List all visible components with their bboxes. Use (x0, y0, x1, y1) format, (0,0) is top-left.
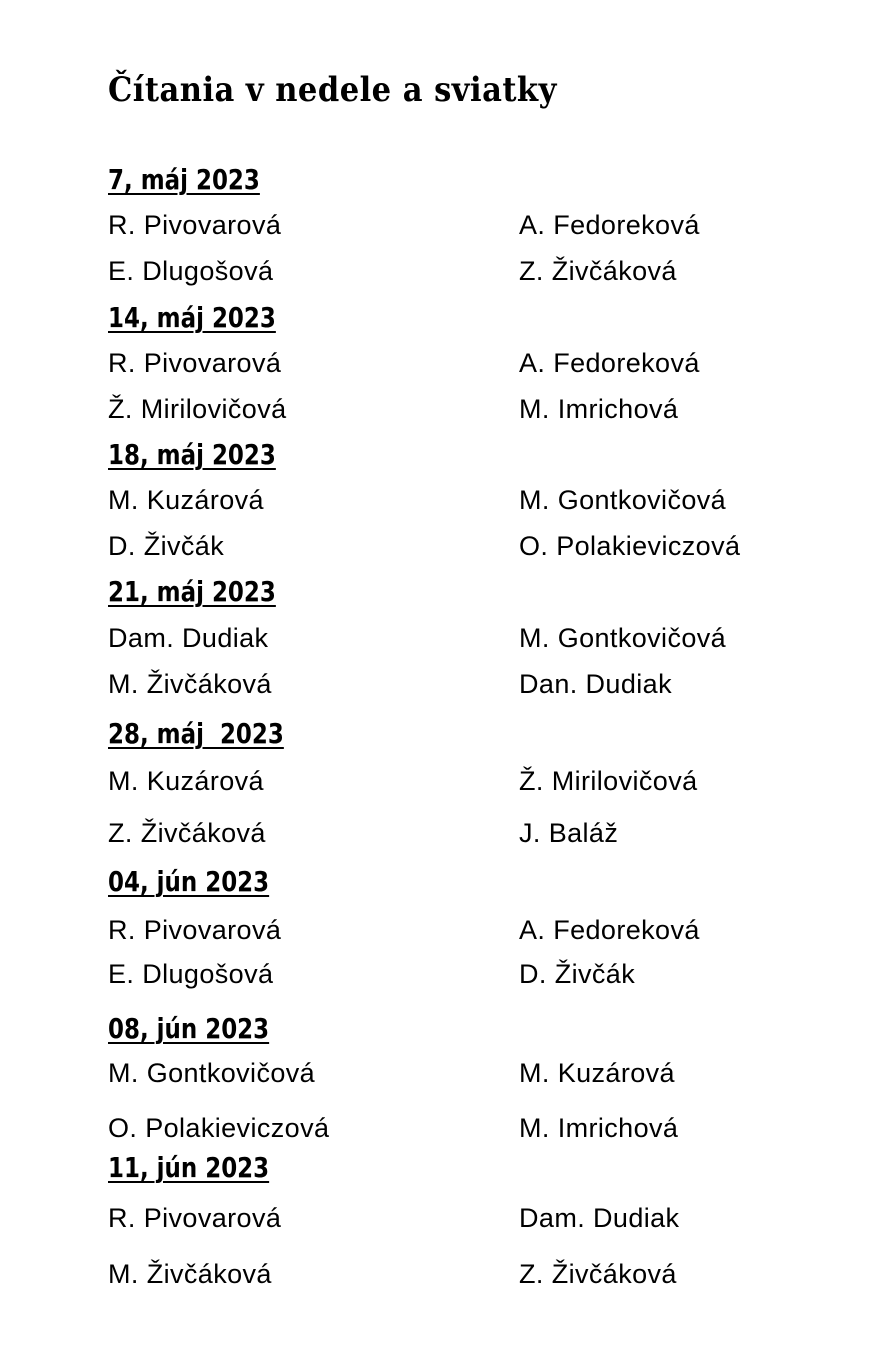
reader-name: A. Fedoreková (519, 210, 700, 240)
reader-name: M. Kuzárová (519, 1058, 675, 1088)
reader-name: R. Pivovarová (108, 1203, 282, 1233)
section-date: 7, máj 2023 (108, 163, 260, 196)
reader-name: Z. Živčáková (108, 818, 266, 848)
reader-name: M. Gontkovičová (108, 1058, 316, 1088)
reader-name: Dam. Dudiak (108, 623, 269, 653)
reader-name: M. Živčáková (108, 669, 272, 699)
section-date: 08, jún 2023 (108, 1012, 270, 1045)
reader-name: A. Fedoreková (519, 915, 700, 945)
section-date: 21, máj 2023 (108, 575, 276, 608)
section-date: 04, jún 2023 (108, 865, 270, 898)
reader-name: J. Baláž (519, 818, 619, 848)
reader-name: M. Kuzárová (108, 766, 264, 796)
reader-name: Z. Živčáková (519, 1259, 677, 1289)
reader-name: M. Kuzárová (108, 485, 264, 515)
reader-name: O. Polakieviczová (108, 1113, 330, 1143)
reader-name: M. Imrichová (519, 1113, 679, 1143)
reader-name: O. Polakieviczová (519, 531, 741, 561)
reader-name: M. Gontkovičová (519, 485, 727, 515)
reader-name: E. Dlugošová (108, 959, 274, 989)
reader-name: A. Fedoreková (519, 348, 700, 378)
reader-name: M. Imrichová (519, 394, 679, 424)
reader-name: Ž. Mirilovičová (108, 394, 287, 424)
section-date: 18, máj 2023 (108, 438, 276, 471)
section-date: 14, máj 2023 (108, 301, 276, 334)
reader-name: R. Pivovarová (108, 348, 282, 378)
reader-name: Dan. Dudiak (519, 669, 672, 699)
reader-name: Dam. Dudiak (519, 1203, 680, 1233)
reader-name: E. Dlugošová (108, 256, 274, 286)
reader-name: R. Pivovarová (108, 915, 282, 945)
reader-name: R. Pivovarová (108, 210, 282, 240)
section-date: 28, máj 2023 (108, 717, 284, 750)
reader-name: Z. Živčáková (519, 256, 677, 286)
reader-name: D. Živčák (519, 959, 636, 989)
reader-name: M. Živčáková (108, 1259, 272, 1289)
reader-name: D. Živčák (108, 531, 225, 561)
reader-name: Ž. Mirilovičová (519, 766, 698, 796)
page-title: Čítania v nedele a sviatky (108, 70, 557, 110)
reader-name: M. Gontkovičová (519, 623, 727, 653)
section-date: 11, jún 2023 (108, 1151, 270, 1184)
